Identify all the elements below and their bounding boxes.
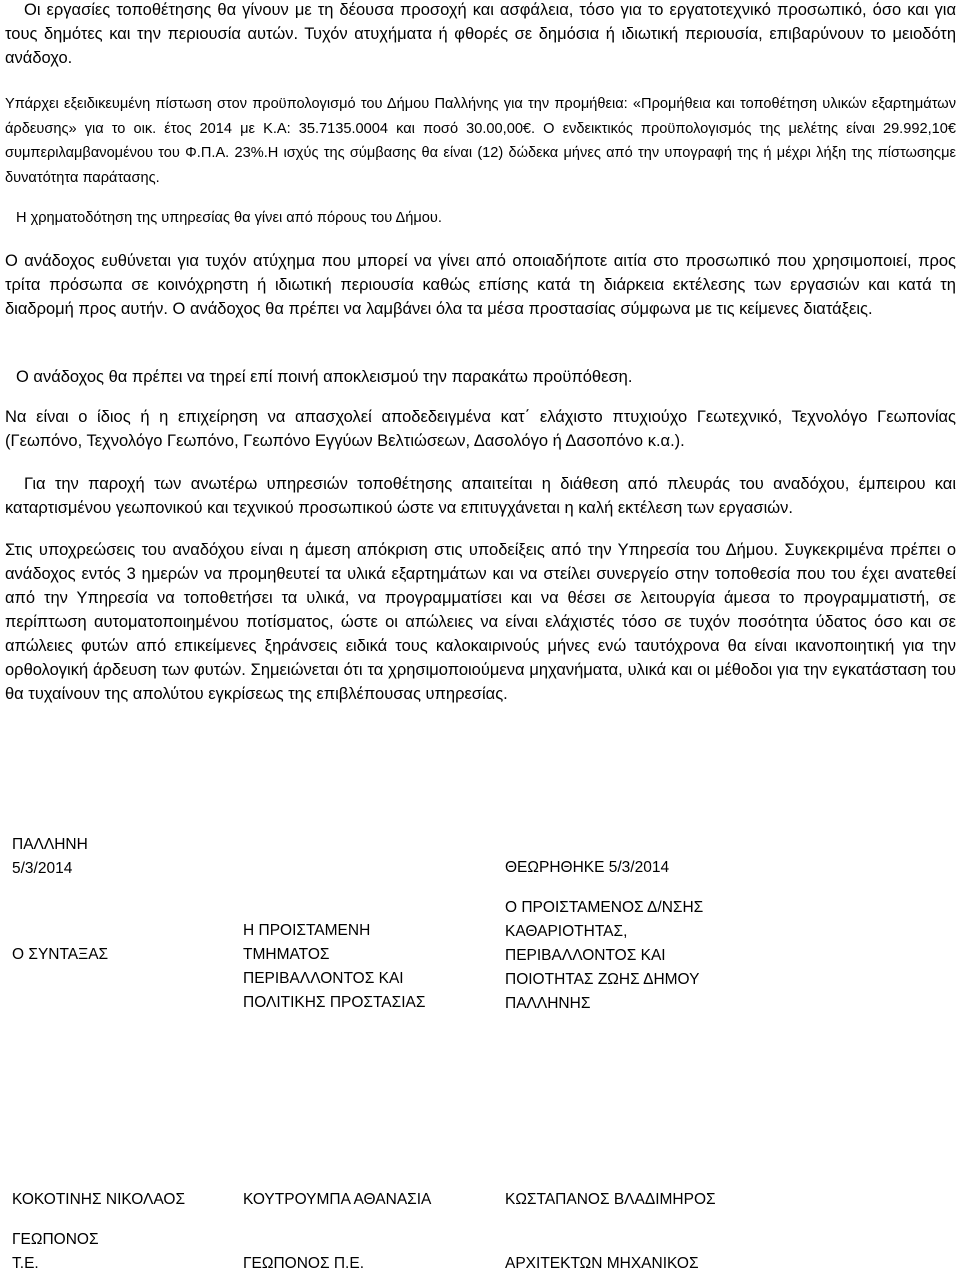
section-head-name: ΚΟΥΤΡΟΥΜΠΑ ΑΘΑΝΑΣΙΑ xyxy=(243,1191,432,1208)
paragraph-funding: Η χρηματοδότηση της υπηρεσίας θα γίνει από πόρους του Δήμου. xyxy=(16,210,442,226)
section-head-role: ΓΕΩΠΟΝΟΣ Π.Ε. xyxy=(243,1255,364,1272)
approved-label: ΘΕΩΡΗΘΗΚΕ 5/3/2014 xyxy=(505,859,670,876)
author-title: Ο ΣΥΝΤΑΞΑΣ xyxy=(12,946,109,963)
author-role-line2: Τ.Ε. xyxy=(12,1255,39,1272)
paragraph-experienced-personnel: Για την παροχή των ανωτέρω υπηρεσιών τοποθέτησης απαιτείται η διάθεση από πλευράς του αναδόχου, έμπειρου και καταρτισμένου γεωπονικού και τεχνικού προσωπικού ώστε να επιτυγχάνεται η καλή εκτέλεση των εργασιών. xyxy=(5,475,956,517)
director-role: ΑΡΧΙΤΕΚΤΩΝ ΜΗΧΑΝΙΚΟΣ xyxy=(505,1255,699,1272)
paragraph-contractor-requirement: Ο ανάδοχος θα πρέπει να τηρεί επί ποινή αποκλεισμού την παρακάτω προϋπόθεση. xyxy=(16,368,633,386)
director-name: ΚΩΣΤΑΠΑΝΟΣ ΒΛΑΔΙΜΗΡΟΣ xyxy=(505,1191,716,1208)
director-title: Ο ΠΡΟΙΣΤΑΜΕΝΟΣ Δ/ΝΣΗΣ ΚΑΘΑΡΙΟΤΗΤΑΣ, ΠΕΡΙΒΑΛΛΟΝΤΟΣ ΚΑΙ ΠΟΙΟΤΗΤΑΣ ΖΩΗΣ ΔΗΜΟΥ ΠΑΛΛΗΝΗΣ xyxy=(505,899,704,1012)
author-name: ΚΟΚΟΤΙΝΗΣ ΝΙΚΟΛΑΟΣ xyxy=(12,1191,186,1208)
paragraph-contractor-liability: Ο ανάδοχος ευθύνεται για τυχόν ατύχημα που μπορεί να γίνει από οποιαδήποτε αιτία στο προσωπικό που χρησιμοποιεί, προς τρίτα πρόσωπα σε κοινόχρηστη ή ιδιωτική περιουσία καθώς επίσης κατά τη διάρκεια εκτέλεσης των εργασιών και κατά τη διαδρομή προς αυτήν. Ο ανάδοχος θα πρέπει να λαμβάνει όλα τα μέσα προστασίας σύμφωνα με τις κείμενες διατάξεις. xyxy=(5,252,956,318)
paragraph-qualified-staff: Να είναι ο ίδιος ή η επιχείρηση να απασχολεί αποδεδειγμένα κατ΄ ελάχιστο πτυχιούχο Γεωτεχνικό, Τεχνολόγο Γεωπονίας (Γεωπόνο, Τεχνολόγο Γεωπόνο, Γεωπόνο Εγγύων Βελτιώσεων, Δασολόγο ή Δασοπόνο κ.α.). xyxy=(5,408,956,450)
section-head-title: Η ΠΡΟΙΣΤΑΜΕΝΗ ΤΜΗΜΑΤΟΣ ΠΕΡΙΒΑΛΛΟΝΤΟΣ ΚΑΙ ΠΟΛΙΤΙΚΗΣ ΠΡΟΣΤΑΣΙΑΣ xyxy=(243,922,426,1011)
paragraph-works-safety: Οι εργασίες τοποθέτησης θα γίνουν με τη δέουσα προσοχή και ασφάλεια, τόσο για το εργατοτεχνικό προσωπικό, όσο και για τους δημότες και την περιουσία αυτών. Τυχόν ατυχήματα ή φθορές σε δημόσια ή ιδιωτική περιουσία, επιβαρύνουν το μειοδότη ανάδοχο. xyxy=(5,1,956,67)
place-label: ΠΑΛΛΗΝΗ xyxy=(12,836,88,853)
paragraph-contractor-obligations: Στις υποχρεώσεις του αναδόχου είναι η άμεση απόκριση στις υποδείξεις από την Υπηρεσία του Δήμου. Συγκεκριμένα πρέπει ο ανάδοχος εντός 3 ημερών να προμηθευτεί τα υλικά εξαρτημάτων και να στείλει συνεργείο στην τοποθεσία που του έχει ανατεθεί από την Υπηρεσία να τοποθετήσει τα υλικά, να προγραμματίσει και να θέσει σε λειτουργία άμεσα το προγραμματιστή, σε περίπτωση αυτοματοποιημένου ποτίσματος, ώστε οι απώλειες να είναι ελάχιστές τόσο σε τυχόν ποσότητα ύδατος όσο και σε απώλειες φυτών από επικείμενες ξηράνσεις ειδικά τους καλοκαιρινούς μήνες ενώ ταυτόχρονα θα είναι ικανοποιητική για την ορθολογική άρδευση των φυτών. Σημειώνεται ότι τα χρησιμοποιούμενα μηχανήματα, υλικά και οι μέθοδοι για την εγκατάσταση του θα τυχαίνουν της απολύτου εγκρίσεως της επιβλέπουσας υπηρεσίας. xyxy=(5,541,956,703)
author-role-line1: ΓΕΩΠΟΝΟΣ xyxy=(12,1231,99,1248)
date-label: 5/3/2014 xyxy=(12,860,73,877)
paragraph-budget-credit: Υπάρχει εξειδικευμένη πίστωση στον προϋπολογισμό του Δήμου Παλλήνης για την προμήθεια: «Προμήθεια και τοποθέτηση υλικών εξαρτημάτων άρδευσης» για το οικ. έτος 2014 με Κ.Α: 35.7135.0004 και ποσό 30.00,00€. Ο ενδεικτικός προϋπολογισμός της μελέτης είναι 29.992,10€ συμπεριλαμβανομένου του Φ.Π.Α. 23%.Η ισχύς της σύμβασης θα είναι (12) δώδεκα μήνες από την υπογραφή της ή μέχρι λήξη της πίστωσηςμε δυνατότητα παράτασης. xyxy=(5,96,956,186)
